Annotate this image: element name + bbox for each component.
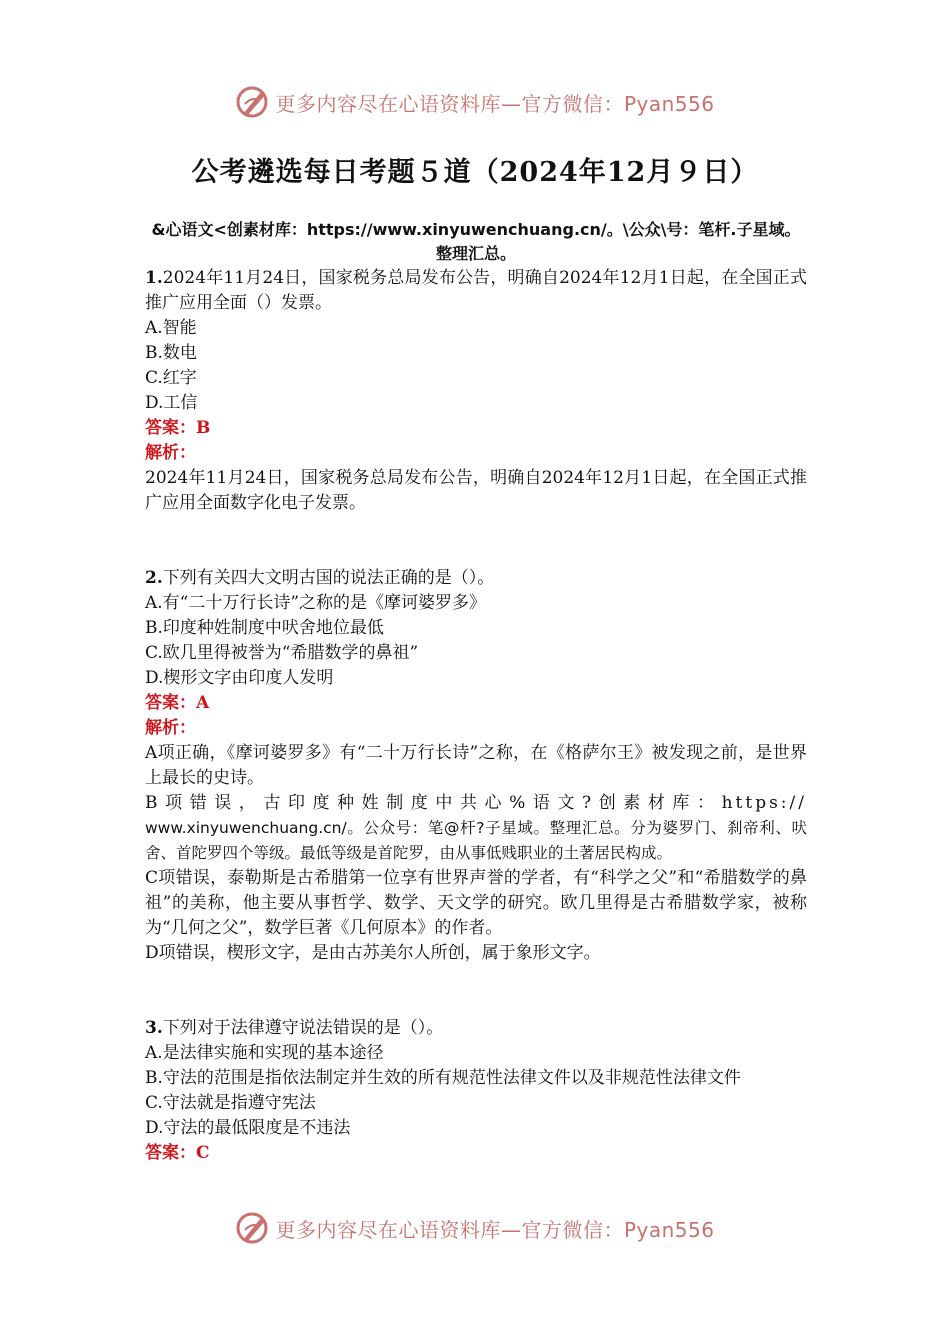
option-b: B.印度种姓制度中吠舍地位最低: [145, 618, 384, 638]
option-c: C.欧几里得被誉为“希腊数学的鼻祖”: [145, 643, 419, 663]
question-text: 下列对于法律遵守说法错误的是（）。: [162, 1018, 444, 1038]
pen-logo-icon: [235, 1210, 271, 1246]
option-d: D.工信: [145, 393, 198, 413]
answer: 答案：B: [145, 418, 211, 438]
spacer: [145, 516, 807, 566]
question-number: 3.: [145, 1018, 163, 1038]
analysis-paragraph: D项错误，楔形文字，是由古苏美尔人所创，属于象形文字。: [145, 943, 601, 963]
question-stem: [145, 1016, 807, 1041]
source-note: &心语文<创素材库：https://www.xinyuwenchuang.cn/。\公众\号：笔杆.子星域。整理汇总。: [151, 220, 801, 263]
option-a: A.是法律实施和实现的基本途径: [145, 1043, 384, 1063]
option-a: A.智能: [145, 318, 197, 338]
question-1: [145, 266, 807, 516]
option-a: A.有“二十万行长诗”之称的是《摩诃婆罗多》: [145, 593, 487, 613]
option-d: D.楔形文字由印度人发明: [145, 668, 334, 688]
analysis-paragraph: B项错误，古印度种姓制度中共心%语文?创素材库：https://: [145, 793, 807, 813]
page-title: 公考遴选每日考题５道（2024年12月９日）: [191, 157, 759, 188]
analysis-paragraph: www.xinyuwenchuang.cn/。公众号：笔@杆?子星域。整理汇总。分为婆罗门、刹帝利、吠舍、首陀罗四个等级。最低等级是首陀罗，由从事低贱职业的土著居民构成。: [145, 819, 807, 862]
document-body: [145, 218, 807, 1166]
question-stem: [145, 266, 807, 316]
option-c: C.守法就是指遵守宪法: [145, 1093, 316, 1113]
analysis-label: 解析：: [145, 443, 196, 463]
question-stem: [145, 566, 807, 591]
spacer: [145, 966, 807, 1016]
pen-logo-icon: [235, 84, 271, 120]
option-d: D.守法的最低限度是不违法: [145, 1118, 351, 1138]
banner-text: 更多内容尽在心语资料库—官方微信：Pyan556: [275, 1217, 715, 1242]
question-text: 下列有关四大文明古国的说法正确的是（）。: [162, 568, 495, 588]
question-2: [145, 566, 807, 966]
question-text: 2024年11月24日，国家税务总局发布公告，明确自2024年12月1日起，在全国正式推广应用全面（）发票。: [145, 268, 807, 313]
question-3: [145, 1016, 807, 1166]
analysis-label: 解析：: [145, 718, 196, 738]
option-b: B.数电: [145, 343, 197, 363]
banner-text: 更多内容尽在心语资料库—官方微信：Pyan556: [275, 91, 715, 116]
option-c: C.红字: [145, 368, 197, 388]
option-b: B.守法的范围是指依法制定并生效的所有规范性法律文件以及非规范性法律文件: [145, 1068, 741, 1088]
question-number: 1.: [145, 268, 163, 288]
footer-banner: [0, 1208, 950, 1248]
answer: 答案：C: [145, 1143, 210, 1163]
answer: 答案：A: [145, 693, 210, 713]
analysis-paragraph: 2024年11月24日，国家税务总局发布公告，明确自2024年12月1日起，在全国正式推广应用全面数字化电子发票。: [145, 468, 807, 513]
question-number: 2.: [145, 568, 163, 588]
header-banner: [0, 82, 950, 122]
analysis-paragraph: C项错误，泰勒斯是古希腊第一位享有世界声誉的学者，有“科学之父”和“希腊数学的鼻祖”的美称，他主要从事哲学、数学、天文学的研究。欧几里得是古希腊数学家，被称为“几何之父”，数学巨著《几何原本》的作者。: [145, 868, 807, 938]
analysis-paragraph: A项正确，《摩诃婆罗多》有“二十万行长诗”之称，在《格萨尔王》被发现之前，是世界上最长的史诗。: [145, 743, 807, 788]
